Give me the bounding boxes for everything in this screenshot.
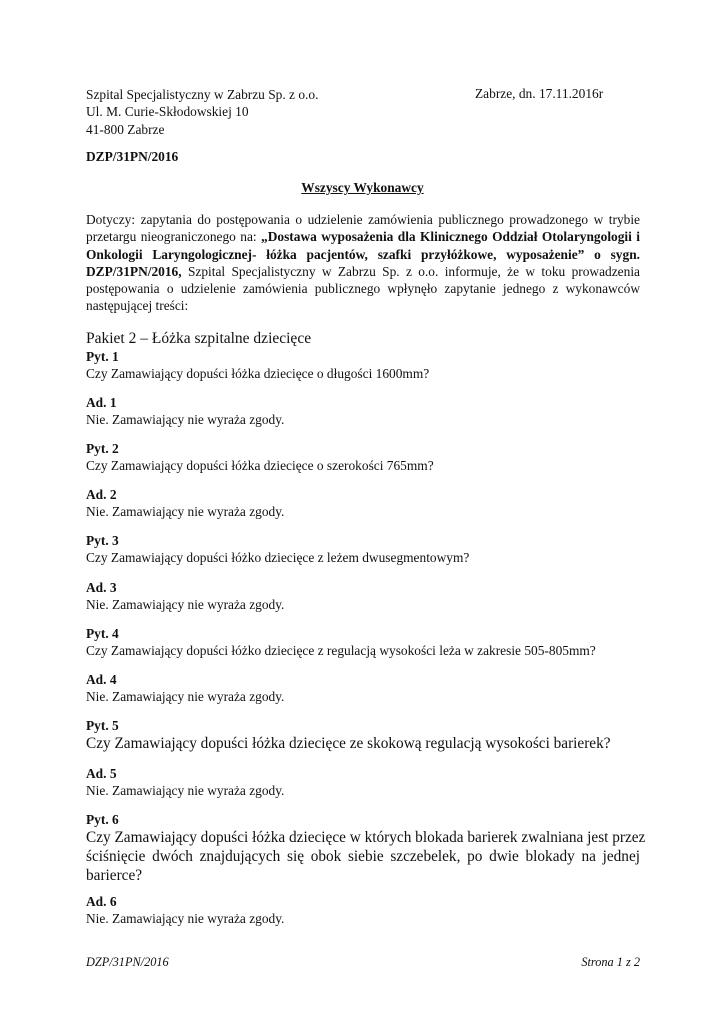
answer-block (86, 579, 640, 613)
answer-block (86, 671, 640, 705)
reference-number: DZP/31PN/2016 (86, 149, 179, 164)
answer-text: Nie. Zamawiający nie wyraża zgody. (86, 412, 285, 427)
intro-line: Onkologii Laryngologicznej- łóżka pacjentów, szafki przyłóżkowe, wyposażenie” o sygn. (86, 246, 640, 262)
question-label: Pyt. 5 (86, 718, 119, 733)
question-line: ściśnięcie dwóch znajdujących się obok siebie szczebelek, po dwie blokady na jednej (86, 848, 640, 865)
intro-bold-text: „Dostawa wyposażenia dla Klinicznego Oddział Otolaryngologii i (261, 229, 640, 245)
answer-text: Nie. Zamawiający nie wyraża zgody. (86, 911, 285, 926)
question-block (86, 348, 640, 382)
intro-line: postępowania o udzielenie zamówienia publicznego wpłynęło zapytanie jednego z wykonawców (86, 281, 640, 297)
answer-label: Ad. 6 (86, 894, 117, 909)
question-label: Pyt. 1 (86, 349, 119, 364)
sender-address (86, 86, 318, 138)
addressee: Wszyscy Wykonawcy (301, 180, 424, 195)
question-text: Czy Zamawiający dopuści łóżka dziecięce o szerokości 765mm? (86, 458, 434, 473)
question-label: Pyt. 2 (86, 441, 119, 456)
answer-block (86, 765, 640, 799)
answer-block (86, 893, 640, 927)
question-block (86, 532, 640, 566)
answer-label: Ad. 2 (86, 487, 117, 502)
answer-text: Nie. Zamawiający nie wyraża zgody. (86, 597, 285, 612)
question-text: Czy Zamawiający dopuści łóżko dziecięce z leżem dwusegmentowym? (86, 550, 470, 565)
answer-text: Nie. Zamawiający nie wyraża zgody. (86, 783, 285, 798)
intro-paragraph (86, 211, 640, 315)
answer-label: Ad. 1 (86, 395, 117, 410)
package-title: Pakiet 2 – Łóżka szpitalne dziecięce (86, 330, 312, 347)
question-block (86, 717, 640, 753)
answer-label: Ad. 3 (86, 580, 117, 595)
answer-block (86, 486, 640, 520)
question-block (86, 440, 640, 474)
answer-label: Ad. 4 (86, 672, 117, 687)
question-block (86, 811, 646, 885)
question-label: Pyt. 3 (86, 533, 119, 548)
sender-street: Ul. M. Curie-Skłodowskiej 10 (86, 104, 249, 120)
question-text: Czy Zamawiający dopuści łóżko dziecięce z regulacją wysokości leża w zakresie 505-805mm? (86, 643, 596, 658)
intro-text: przetargu nieograniczonego na: (86, 229, 262, 245)
intro-bold-ref: DZP/31PN/2016, (86, 263, 182, 279)
sender-city: 41-800 Zabrze (86, 121, 165, 137)
intro-line: następującej treści: (86, 298, 189, 314)
question-text: Czy Zamawiający dopuści łóżka dziecięce o długości 1600mm? (86, 366, 430, 381)
question-text: Czy Zamawiający dopuści łóżka dziecięce ze skokową regulacją wysokości barierek? (86, 735, 611, 752)
footer-reference: DZP/31PN/2016 (86, 955, 169, 969)
question-label: Pyt. 4 (86, 626, 119, 641)
question-label: Pyt. 6 (86, 812, 119, 827)
intro-line (86, 228, 640, 245)
answer-text: Nie. Zamawiający nie wyraża zgody. (86, 504, 285, 519)
answer-block (86, 394, 640, 428)
document-date: Zabrze, dn. 17.11.2016r (475, 86, 604, 101)
question-line: barierce? (86, 867, 143, 884)
answer-label: Ad. 5 (86, 766, 117, 781)
intro-line (86, 263, 640, 280)
question-block (86, 625, 640, 659)
intro-line: Dotyczy: zapytania do postępowania o udzielenie zamówienia publicznego prowadzonego w trybie (86, 212, 640, 227)
question-text (86, 828, 646, 885)
intro-text: Szpital Specjalistyczny w Zabrzu Sp. z o.o. informuje, że w toku prowadzenia (181, 263, 640, 279)
sender-name: Szpital Specjalistyczny w Zabrzu Sp. z o.o. (86, 87, 319, 102)
page-number: Strona 1 z 2 (581, 955, 640, 969)
question-line: Czy Zamawiający dopuści łóżka dziecięce w których blokada barierek zwalniana jest przez (86, 829, 646, 846)
answer-text: Nie. Zamawiający nie wyraża zgody. (86, 689, 285, 704)
